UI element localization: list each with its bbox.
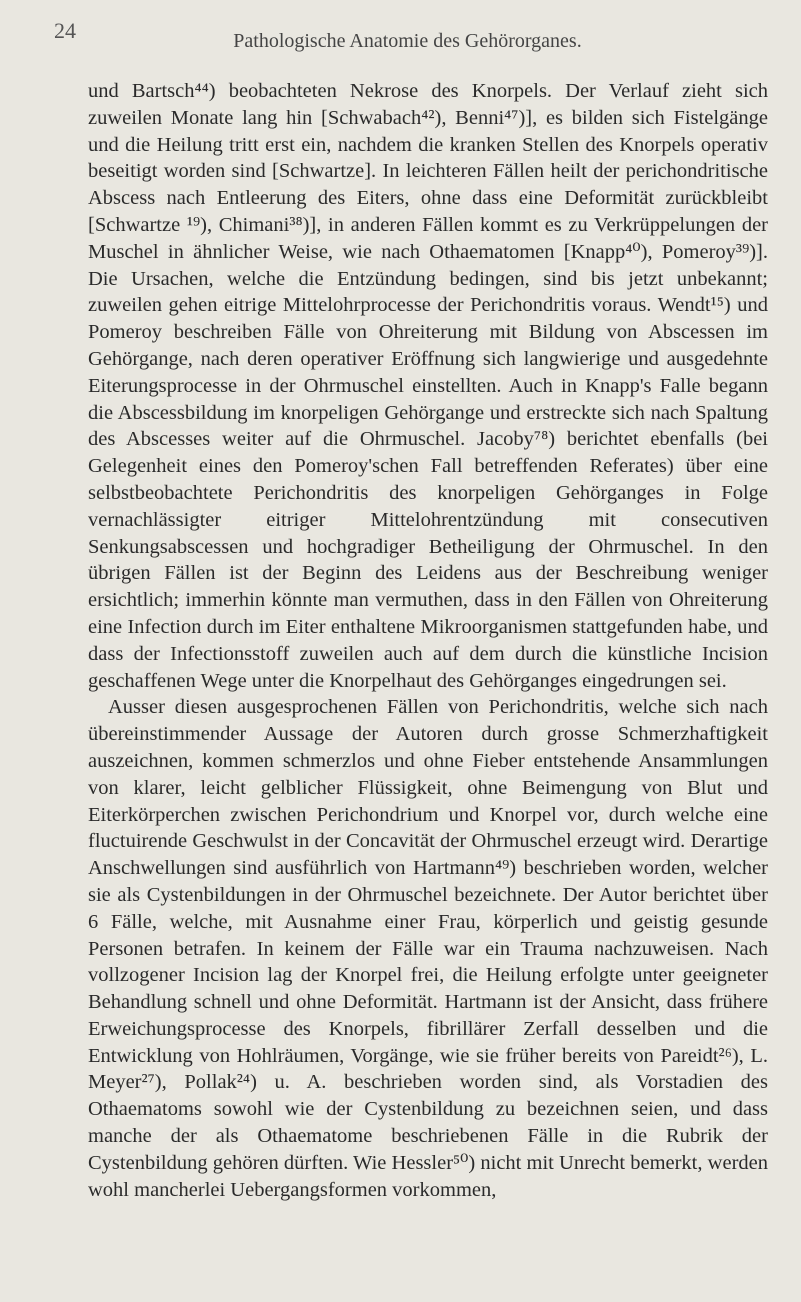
body-text	[88, 78, 768, 1203]
paragraph-1: und Bartsch⁴⁴) beobachteten Nekrose des Knorpels. Der Verlauf zieht sich zuweilen Monate lang hin [Schwabach⁴²), Benni⁴⁷)], es bilden sich Fistelgänge und die Heilung tritt erst ein, nachdem die kranken Stellen des Knorpels operativ beseitigt worden sind [Schwartze]. In leichteren Fällen heilt der perichondritische Abscess nach Entleerung des Eiters, ohne dass eine Deformität zurückbleibt [Schwartze ¹⁹), Chimani³⁸)], in anderen Fällen kommt es zu Verkrüppelungen der Muschel in ähnlicher Weise, wie nach Othaematomen [Knapp⁴⁰), Pomeroy³⁹)]. Die Ursachen, welche die Entzündung bedingen, sind bis jetzt unbekannt; zuweilen gehen eitrige Mittelohrprocesse der Perichondritis voraus. Wendt¹⁵) und Pomeroy beschreiben Fälle von Ohreiterung mit Bildung von Abscessen im Gehörgange, nach deren operativer Eröffnung sich langwierige und ausgedehnte Eiterungsprocesse in der Ohrmuschel einstellten. Auch in Knapp's Falle begann die Abscessbildung im knorpeligen Gehörgange und erstreckte sich nach Spaltung des Abscesses weiter auf die Ohrmuschel. Jacoby⁷⁸) berichtet ebenfalls (bei Gelegenheit eines den Pomeroy'schen Fall betreffenden Referates) über eine selbstbeobachtete Perichondritis des knorpeligen Gehörganges in Folge vernachlässigter eitriger Mittelohrentzündung mit consecutiven Senkungsabscessen und hochgradiger Betheiligung der Ohrmuschel. In den übrigen Fällen ist der Beginn des Leidens aus der Beschreibung weniger ersichtlich; immerhin könnte man vermuthen, dass in den Fällen von Ohreiterung eine Infection durch im Eiter enthaltene Mikroorganismen stattgefunden habe, und dass der Infectionsstoff zuweilen auch auf dem durch die künstliche Incision geschaffenen Wege unter die Knorpelhaut des Gehörganges eingedrungen sei.	[88, 80, 768, 692]
running-title: Pathologische Anatomie des Gehörorganes.	[233, 30, 582, 52]
paragraph-2: Ausser diesen ausgesprochenen Fällen von Perichondritis, welche sich nach übereinstimmender Aussage der Autoren durch grosse Schmerzhaftigkeit auszeichnen, kommen schmerzlos und ohne Fieber entstehende Ansammlungen von klarer, leicht gelblicher Flüssigkeit, ohne Beimengung von Blut und Eiterkörperchen zwischen Perichondrium und Knorpel vor, durch welche eine fluctuirende Geschwulst in der Concavität der Ohrmuschel erzeugt wird. Derartige Anschwellungen sind ausführlich von Hartmann⁴⁹) beschrieben worden, welcher sie als Cystenbildungen in der Ohrmuschel bezeichnete. Der Autor berichtet über 6 Fälle, welche, mit Ausnahme einer Frau, körperlich und geistig gesunde Personen betrafen. In keinem der Fälle war ein Trauma nachzuweisen. Nach vollzogener Incision lag der Knorpel frei, die Heilung erfolgte unter geeigneter Behandlung schnell und ohne Deformität. Hartmann ist der Ansicht, dass frühere Erweichungsprocesse des Knorpels, fibrillärer Zerfall desselben und die Entwicklung von Hohlräumen, Vorgänge, wie sie früher bereits von Pareidt²⁶), L. Meyer²⁷), Pollak²⁴) u. A. beschrieben worden sind, als Vorstadien des Othaematoms sowohl wie der Cystenbildung zu bezeichnen seien, und dass manche der als Othaematome beschriebenen Fälle in die Rubrik der Cystenbildung gehören dürften. Wie Hessler⁵⁰) nicht mit Unrecht bemerkt, werden wohl mancherlei Uebergangsformen vorkommen,	[88, 696, 768, 1201]
page-header	[54, 18, 761, 58]
page-number: 24	[54, 18, 76, 43]
